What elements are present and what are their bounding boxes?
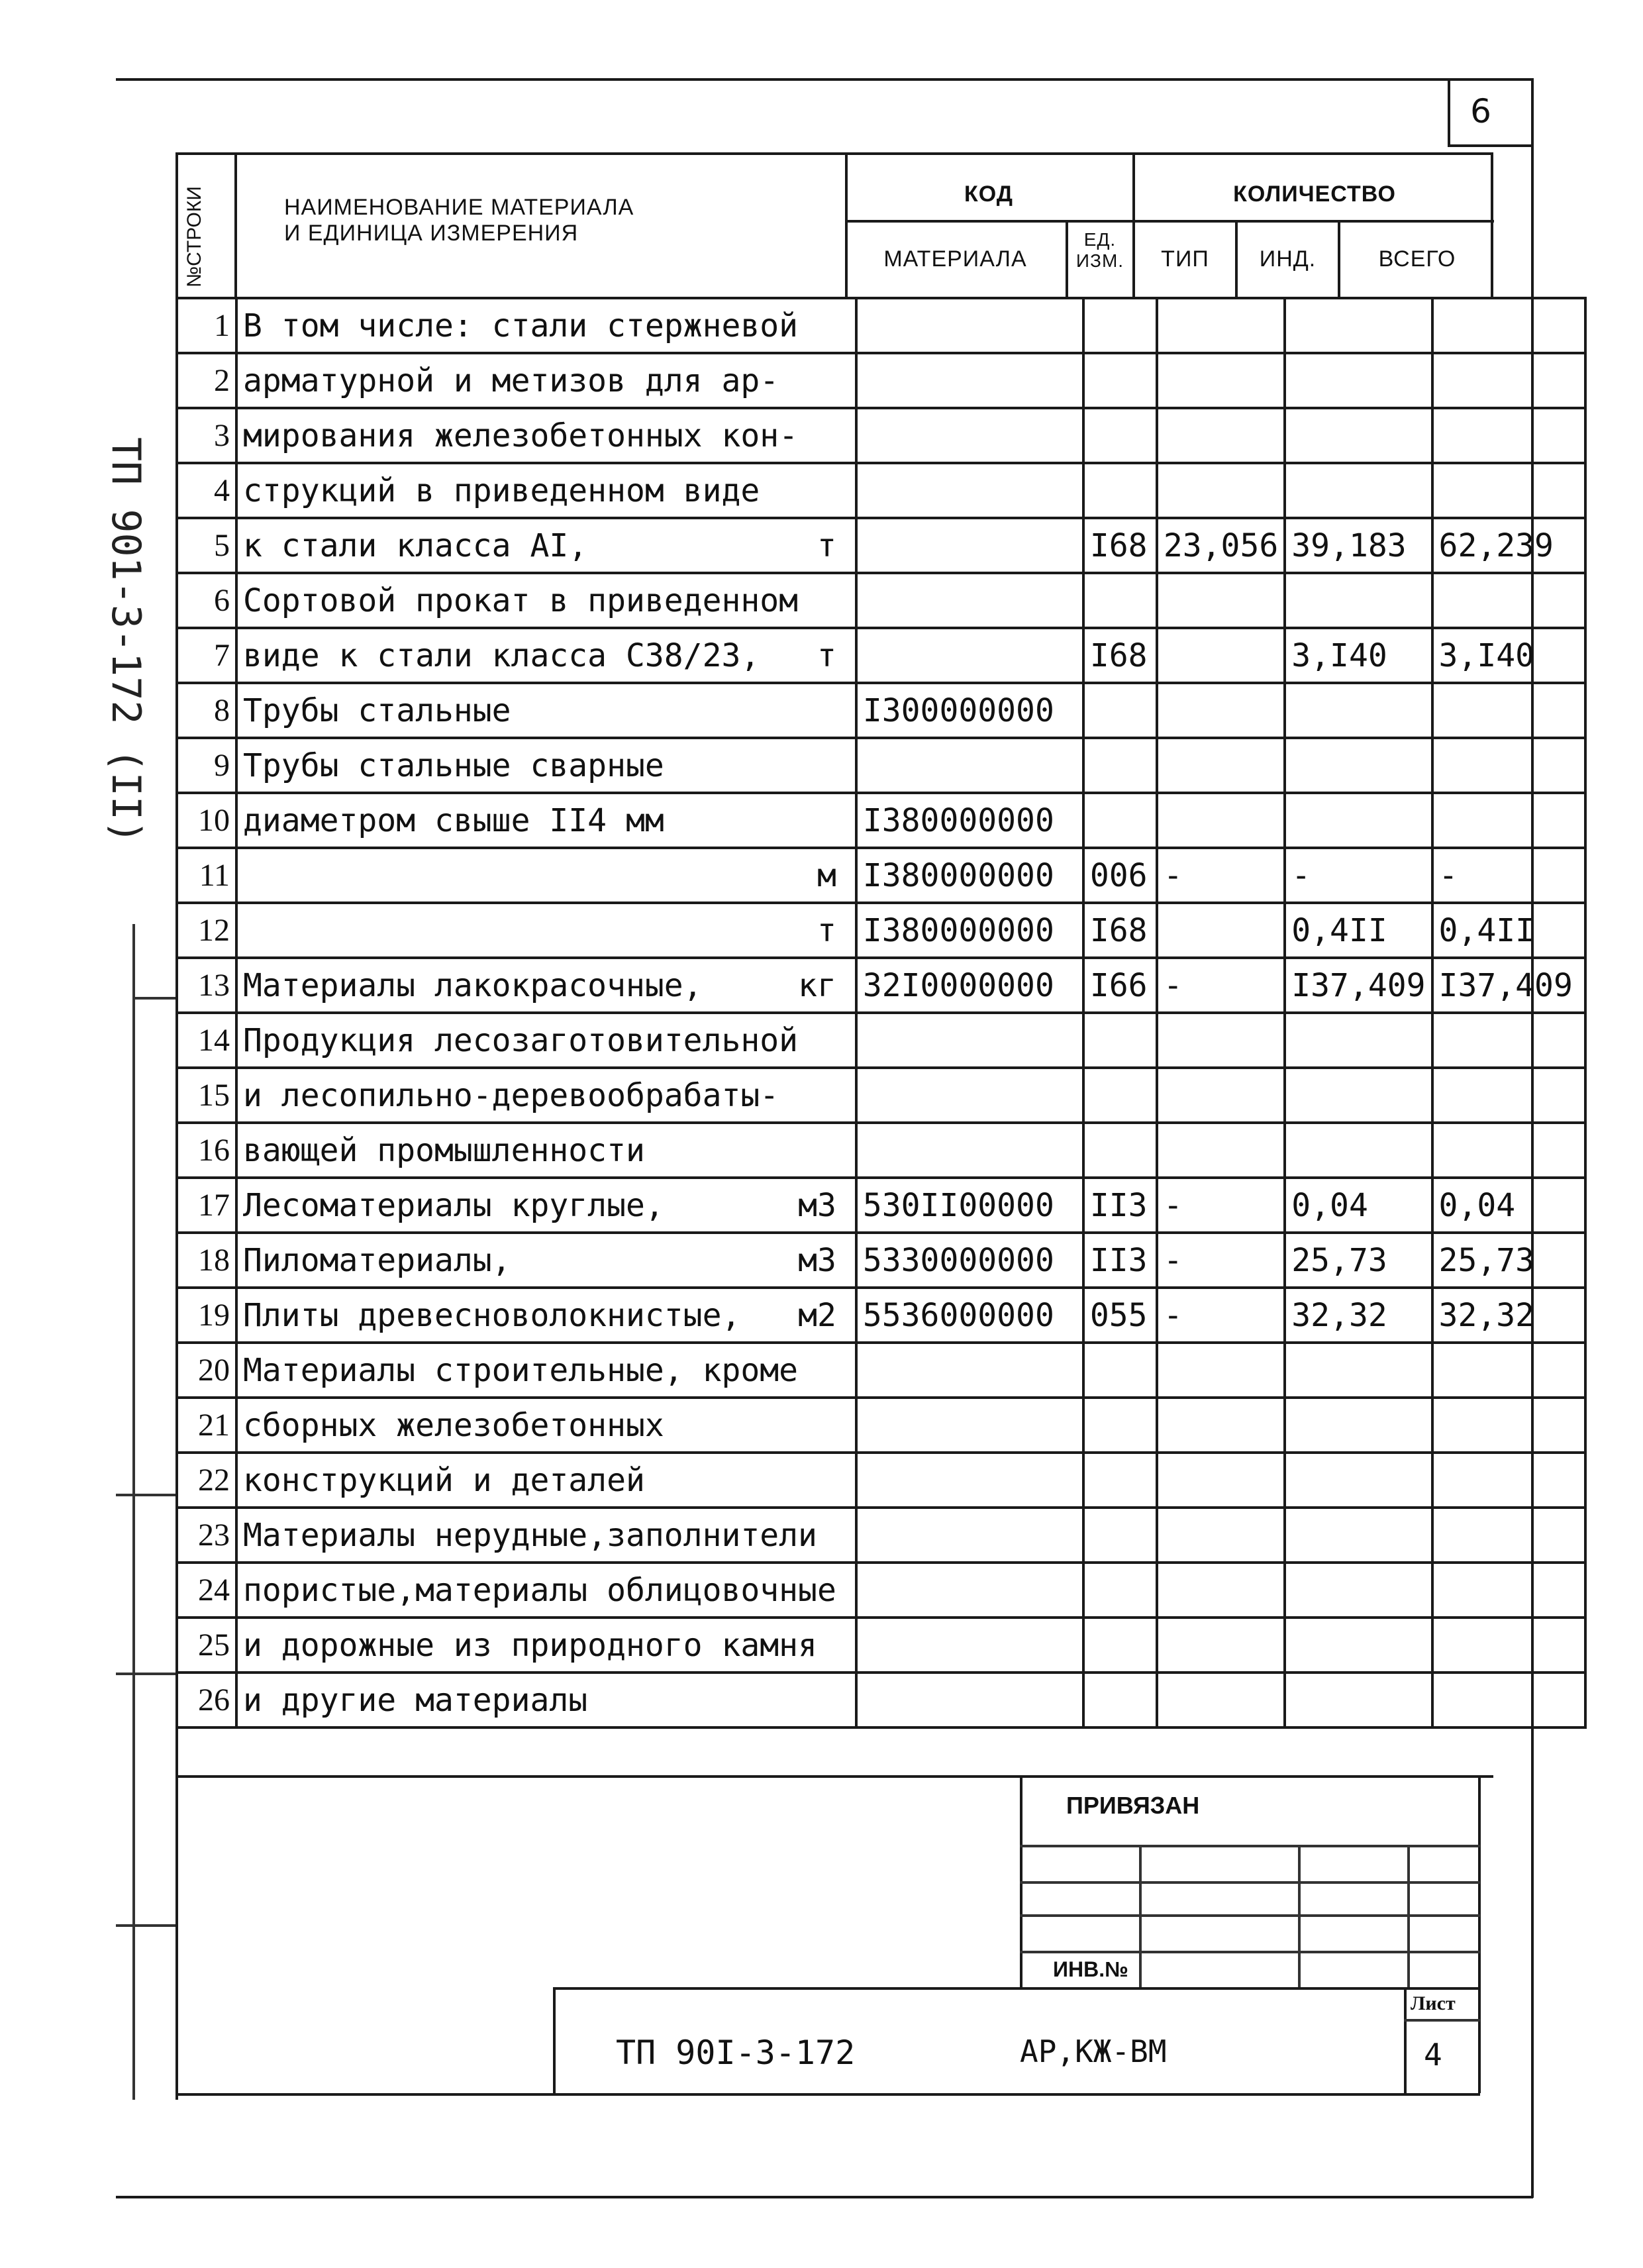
material-name-text: струкций в приведенном виде xyxy=(243,472,760,509)
sheet-value: 4 xyxy=(1424,2037,1442,2073)
material-name xyxy=(236,1343,856,1398)
table-row xyxy=(177,1398,1585,1453)
material-unit-label: м xyxy=(817,856,836,894)
material-name-text: и лесопильно-деревообрабаты- xyxy=(243,1076,779,1114)
material-name-text: вающей промышленности xyxy=(243,1131,645,1169)
unit-code xyxy=(1083,1068,1157,1123)
material-code: 32I0000000 xyxy=(856,958,1083,1013)
qty-total xyxy=(1432,1398,1585,1453)
qty-typ: - xyxy=(1157,848,1285,903)
unit-code xyxy=(1083,738,1157,793)
row-number: 17 xyxy=(177,1178,236,1233)
qty-typ xyxy=(1157,683,1285,738)
table-row xyxy=(177,1453,1585,1508)
qty-ind xyxy=(1285,353,1432,408)
material-name-text: и дорожные из природного камня xyxy=(243,1626,817,1664)
material-name xyxy=(236,1618,856,1673)
qty-total xyxy=(1432,573,1585,628)
material-unit-label xyxy=(836,472,850,509)
unit-code xyxy=(1083,573,1157,628)
table-row xyxy=(177,738,1585,793)
qty-typ xyxy=(1157,1508,1285,1563)
bound-row-line-4 xyxy=(1020,1951,1480,1953)
qty-ind xyxy=(1285,1508,1432,1563)
qty-ind: 32,32 xyxy=(1285,1288,1432,1343)
unit-code xyxy=(1083,298,1157,353)
material-unit-label: т xyxy=(817,527,836,564)
material-unit-label xyxy=(836,1022,850,1059)
qty-ind: 39,183 xyxy=(1285,518,1432,573)
qty-typ xyxy=(1157,408,1285,463)
table-row xyxy=(177,848,1585,903)
qty-ind xyxy=(1285,1068,1432,1123)
material-name xyxy=(236,903,856,958)
qty-typ xyxy=(1157,628,1285,683)
material-unit-label xyxy=(836,1077,850,1114)
material-name-text: сборных железобетонных xyxy=(243,1406,664,1444)
material-name xyxy=(236,573,856,628)
material-name xyxy=(236,1673,856,1727)
material-name-text: Продукция лесозаготовительной xyxy=(243,1021,799,1059)
unit-code: I66 xyxy=(1083,958,1157,1013)
qty-typ: - xyxy=(1157,1233,1285,1288)
table-row xyxy=(177,628,1585,683)
qty-typ xyxy=(1157,1013,1285,1068)
title-block-sheet-divider xyxy=(1404,1987,1407,2093)
qty-total xyxy=(1432,1618,1585,1673)
material-unit-label xyxy=(836,1407,850,1444)
qty-ind xyxy=(1285,1343,1432,1398)
row-number: 9 xyxy=(177,738,236,793)
frame-top-line xyxy=(116,78,1533,81)
qty-total xyxy=(1432,463,1585,518)
material-name xyxy=(236,298,856,353)
unit-code: I68 xyxy=(1083,518,1157,573)
material-code xyxy=(856,298,1083,353)
material-code xyxy=(856,628,1083,683)
material-name-text: конструкций и деталей xyxy=(243,1461,645,1499)
bound-row-line-1 xyxy=(1020,1845,1480,1847)
bound-row-line-3 xyxy=(1020,1914,1480,1917)
material-name-text: и другие материалы xyxy=(243,1681,588,1719)
row-number: 7 xyxy=(177,628,236,683)
material-code xyxy=(856,408,1083,463)
header-qty-ind: ИНД. xyxy=(1259,246,1317,272)
qty-total xyxy=(1432,1068,1585,1123)
bound-col-line-3 xyxy=(1407,1845,1410,1987)
qty-total: - xyxy=(1432,848,1585,903)
unit-code: I68 xyxy=(1083,903,1157,958)
sheet-label: Лист xyxy=(1411,1992,1456,2014)
qty-ind xyxy=(1285,738,1432,793)
qty-total xyxy=(1432,353,1585,408)
row-number: 4 xyxy=(177,463,236,518)
row-number: 24 xyxy=(177,1563,236,1618)
qty-total: I37,409 xyxy=(1432,958,1585,1013)
qty-ind xyxy=(1285,298,1432,353)
material-code xyxy=(856,463,1083,518)
material-name-text: Трубы стальные сварные xyxy=(243,747,664,784)
qty-total xyxy=(1432,298,1585,353)
qty-typ xyxy=(1157,573,1285,628)
material-code xyxy=(856,1068,1083,1123)
material-code: I300000000 xyxy=(856,683,1083,738)
qty-ind xyxy=(1285,463,1432,518)
material-name-text: Пиломатериалы, xyxy=(243,1241,511,1279)
unit-code xyxy=(1083,683,1157,738)
inv-label: ИНВ.№ xyxy=(1053,1957,1128,1981)
row-number: 6 xyxy=(177,573,236,628)
material-unit-label xyxy=(836,1132,850,1169)
qty-ind xyxy=(1285,1123,1432,1178)
material-code xyxy=(856,1123,1083,1178)
row-number: 1 xyxy=(177,298,236,353)
material-name xyxy=(236,1508,856,1563)
unit-code xyxy=(1083,1343,1157,1398)
qty-ind xyxy=(1285,573,1432,628)
qty-ind xyxy=(1285,1618,1432,1673)
document-code: ТП 90I-3-172 xyxy=(616,2034,856,2072)
title-block-left xyxy=(553,1987,556,2093)
qty-typ: - xyxy=(1157,1178,1285,1233)
material-name xyxy=(236,1068,856,1123)
material-code xyxy=(856,1618,1083,1673)
binding-strip-line-1 xyxy=(132,924,135,2100)
qty-ind xyxy=(1285,408,1432,463)
material-unit-label xyxy=(836,802,850,839)
qty-ind: 25,73 xyxy=(1285,1233,1432,1288)
material-code xyxy=(856,1563,1083,1618)
material-code: 5330000000 xyxy=(856,1233,1083,1288)
row-number: 23 xyxy=(177,1508,236,1563)
material-name-text: арматурной и метизов для ар- xyxy=(243,362,779,399)
material-unit-label xyxy=(836,1627,850,1664)
material-code xyxy=(856,518,1083,573)
qty-ind xyxy=(1285,1013,1432,1068)
material-name xyxy=(236,1453,856,1508)
material-code: I380000000 xyxy=(856,793,1083,848)
qty-total: 0,04 xyxy=(1432,1178,1585,1233)
material-unit-label xyxy=(836,747,850,784)
material-name xyxy=(236,793,856,848)
row-number: 3 xyxy=(177,408,236,463)
qty-total xyxy=(1432,408,1585,463)
qty-total xyxy=(1432,1013,1585,1068)
qty-ind: 3,I40 xyxy=(1285,628,1432,683)
material-name xyxy=(236,683,856,738)
material-name xyxy=(236,518,856,573)
qty-total: 62,239 xyxy=(1432,518,1585,573)
qty-typ xyxy=(1157,463,1285,518)
bound-row-line-2 xyxy=(1020,1881,1480,1884)
qty-total xyxy=(1432,1343,1585,1398)
material-unit-label xyxy=(836,1462,850,1499)
qty-ind xyxy=(1285,1673,1432,1727)
sheet-number: 6 xyxy=(1470,92,1491,130)
header-code-group: КОД xyxy=(964,181,1013,207)
binding-strip-h1 xyxy=(132,997,175,1000)
material-unit-label xyxy=(836,307,850,344)
row-number: 8 xyxy=(177,683,236,738)
row-number: 10 xyxy=(177,793,236,848)
row-number: 21 xyxy=(177,1398,236,1453)
row-number: 16 xyxy=(177,1123,236,1178)
table-row xyxy=(177,958,1585,1013)
qty-total xyxy=(1432,738,1585,793)
material-unit-label: кг xyxy=(798,966,836,1004)
material-unit-label xyxy=(836,1517,850,1554)
material-code xyxy=(856,1343,1083,1398)
material-unit-label xyxy=(836,1352,850,1389)
material-name xyxy=(236,1178,856,1233)
qty-total: 3,I40 xyxy=(1432,628,1585,683)
material-name xyxy=(236,738,856,793)
material-name-text: Лесоматериалы круглые, xyxy=(243,1186,664,1224)
header-code-unit: ЕД. ИЗМ. xyxy=(1075,229,1124,271)
row-number: 18 xyxy=(177,1233,236,1288)
material-unit-label xyxy=(836,1682,850,1719)
qty-total: 25,73 xyxy=(1432,1233,1585,1288)
row-number: 2 xyxy=(177,353,236,408)
row-number: 5 xyxy=(177,518,236,573)
unit-code: 055 xyxy=(1083,1288,1157,1343)
unit-code xyxy=(1083,1123,1157,1178)
qty-typ: - xyxy=(1157,958,1285,1013)
unit-code: I68 xyxy=(1083,628,1157,683)
material-code: I380000000 xyxy=(856,903,1083,958)
material-name xyxy=(236,628,856,683)
table-row xyxy=(177,1178,1585,1233)
table-row xyxy=(177,1343,1585,1398)
qty-total xyxy=(1432,1673,1585,1727)
qty-typ xyxy=(1157,738,1285,793)
material-unit-label: т xyxy=(817,911,836,949)
unit-code xyxy=(1083,1398,1157,1453)
qty-total: 0,4II xyxy=(1432,903,1585,958)
table-row xyxy=(177,683,1585,738)
row-number: 11 xyxy=(177,848,236,903)
material-unit-label: м3 xyxy=(798,1186,836,1224)
table-row xyxy=(177,1013,1585,1068)
qty-total xyxy=(1432,1563,1585,1618)
material-name xyxy=(236,1123,856,1178)
side-document-code: ТП 901-3-172 (II) xyxy=(103,437,149,845)
table-row xyxy=(177,1673,1585,1727)
row-number: 20 xyxy=(177,1343,236,1398)
title-block-top xyxy=(553,1987,1480,1990)
material-name-text: В том числе: стали стержневой xyxy=(243,307,799,344)
material-code: I380000000 xyxy=(856,848,1083,903)
document-mark: АР,КЖ-ВМ xyxy=(1020,2034,1167,2069)
qty-total xyxy=(1432,1453,1585,1508)
table-row xyxy=(177,298,1585,353)
material-name xyxy=(236,958,856,1013)
qty-typ xyxy=(1157,1068,1285,1123)
material-name-text: мирования железобетонных кон- xyxy=(243,417,799,454)
material-code xyxy=(856,1673,1083,1727)
material-name xyxy=(236,1563,856,1618)
material-code xyxy=(856,738,1083,793)
frame-bottom-line xyxy=(116,2196,1533,2198)
qty-total xyxy=(1432,1508,1585,1563)
material-name-text: Трубы стальные xyxy=(243,692,511,729)
material-name-text: Материалы лакокрасочные, xyxy=(243,966,703,1004)
table-row xyxy=(177,1288,1585,1343)
row-number: 13 xyxy=(177,958,236,1013)
material-name xyxy=(236,353,856,408)
material-code xyxy=(856,353,1083,408)
unit-code xyxy=(1083,1013,1157,1068)
table-row xyxy=(177,1068,1585,1123)
binding-strip-h4 xyxy=(116,1924,175,1927)
row-number: 15 xyxy=(177,1068,236,1123)
material-name-text: Материалы нерудные,заполнители xyxy=(243,1516,817,1554)
material-unit-label: м2 xyxy=(798,1296,836,1334)
qty-total xyxy=(1432,683,1585,738)
material-name xyxy=(236,408,856,463)
material-name xyxy=(236,848,856,903)
material-code: 530II00000 xyxy=(856,1178,1083,1233)
qty-typ xyxy=(1157,1398,1285,1453)
qty-typ: - xyxy=(1157,1288,1285,1343)
table-row xyxy=(177,353,1585,408)
qty-typ xyxy=(1157,1618,1285,1673)
qty-ind xyxy=(1285,793,1432,848)
table-row xyxy=(177,793,1585,848)
table-row xyxy=(177,1123,1585,1178)
unit-code xyxy=(1083,463,1157,518)
qty-ind xyxy=(1285,683,1432,738)
header-qty-total: ВСЕГО xyxy=(1378,246,1456,272)
unit-code xyxy=(1083,1563,1157,1618)
material-code xyxy=(856,1013,1083,1068)
stamp-right-border xyxy=(1478,1775,1481,2093)
header-row-number: №СТРОКИ xyxy=(183,186,205,287)
unit-code xyxy=(1083,1453,1157,1508)
row-number: 22 xyxy=(177,1453,236,1508)
stamp-bottom-line xyxy=(175,2093,1480,2096)
bound-col-line-2 xyxy=(1298,1845,1301,1987)
row-number: 26 xyxy=(177,1673,236,1727)
unit-code xyxy=(1083,1508,1157,1563)
qty-total xyxy=(1432,1123,1585,1178)
binding-strip-h2 xyxy=(116,1494,175,1496)
unit-code xyxy=(1083,1618,1157,1673)
table-row xyxy=(177,903,1585,958)
qty-typ xyxy=(1157,903,1285,958)
qty-typ xyxy=(1157,1673,1285,1727)
unit-code xyxy=(1083,353,1157,408)
material-name-text: виде к стали класса С38/23, xyxy=(243,637,760,674)
qty-typ: 23,056 xyxy=(1157,518,1285,573)
unit-code: II3 xyxy=(1083,1178,1157,1233)
table-header xyxy=(175,152,1493,297)
material-unit-label xyxy=(836,362,850,399)
header-material-name: НАИМЕНОВАНИЕ МАТЕРИАЛА И ЕДИНИЦА ИЗМЕРЕНИЯ xyxy=(284,195,634,246)
unit-code xyxy=(1083,408,1157,463)
table-row xyxy=(177,573,1585,628)
header-code-material: МАТЕРИАЛА xyxy=(883,246,1027,272)
material-name xyxy=(236,1288,856,1343)
material-name-text: Материалы строительные, кроме xyxy=(243,1351,799,1389)
materials-table xyxy=(175,297,1587,1729)
qty-typ xyxy=(1157,1563,1285,1618)
material-name-text: Сортовой прокат в приведенном xyxy=(243,582,799,619)
qty-ind: 0,4II xyxy=(1285,903,1432,958)
material-code xyxy=(856,1508,1083,1563)
material-unit-label xyxy=(836,417,850,454)
row-number: 25 xyxy=(177,1618,236,1673)
table-row xyxy=(177,518,1585,573)
qty-total xyxy=(1432,793,1585,848)
qty-ind xyxy=(1285,1453,1432,1508)
unit-code: II3 xyxy=(1083,1233,1157,1288)
unit-code xyxy=(1083,1673,1157,1727)
unit-code xyxy=(1083,793,1157,848)
material-code xyxy=(856,573,1083,628)
material-unit-label xyxy=(836,692,850,729)
qty-typ xyxy=(1157,298,1285,353)
qty-ind xyxy=(1285,1398,1432,1453)
qty-total: 32,32 xyxy=(1432,1288,1585,1343)
material-name-text: к стали класса АI, xyxy=(243,527,588,564)
material-code: 5536000000 xyxy=(856,1288,1083,1343)
header-qty-typ: ТИП xyxy=(1161,246,1209,272)
material-name-text: пористые,материалы облицовочные xyxy=(243,1571,836,1609)
material-code xyxy=(856,1453,1083,1508)
header-qty-group: КОЛИЧЕСТВО xyxy=(1233,181,1396,207)
unit-code: 006 xyxy=(1083,848,1157,903)
material-name-text: Плиты древесноволокнистые, xyxy=(243,1296,741,1334)
material-name xyxy=(236,1233,856,1288)
material-unit-label: т xyxy=(817,637,836,674)
bound-col-line-1 xyxy=(1139,1845,1142,1987)
qty-typ xyxy=(1157,1343,1285,1398)
qty-typ xyxy=(1157,793,1285,848)
material-name xyxy=(236,1013,856,1068)
material-name xyxy=(236,463,856,518)
sheet-number-box-bottom xyxy=(1448,144,1532,147)
qty-ind: I37,409 xyxy=(1285,958,1432,1013)
table-row xyxy=(177,463,1585,518)
table-row xyxy=(177,1233,1585,1288)
row-number: 19 xyxy=(177,1288,236,1343)
material-name xyxy=(236,1398,856,1453)
table-row xyxy=(177,1563,1585,1618)
qty-typ xyxy=(1157,1123,1285,1178)
title-block-sheet-label-line xyxy=(1404,2019,1480,2022)
bound-label: ПРИВЯЗАН xyxy=(1066,1792,1200,1819)
table-row xyxy=(177,1618,1585,1673)
stamp-top-line xyxy=(175,1775,1493,1778)
material-name-text: диаметром свыше II4 мм xyxy=(243,801,664,839)
qty-typ xyxy=(1157,1453,1285,1508)
material-unit-label: м3 xyxy=(798,1241,836,1279)
qty-typ xyxy=(1157,353,1285,408)
binding-strip-h3 xyxy=(116,1673,175,1675)
qty-ind xyxy=(1285,1563,1432,1618)
table-row xyxy=(177,408,1585,463)
material-unit-label xyxy=(836,1572,850,1609)
table-row xyxy=(177,1508,1585,1563)
row-number: 14 xyxy=(177,1013,236,1068)
row-number: 12 xyxy=(177,903,236,958)
qty-ind: 0,04 xyxy=(1285,1178,1432,1233)
qty-ind: - xyxy=(1285,848,1432,903)
material-unit-label xyxy=(836,582,850,619)
material-code xyxy=(856,1398,1083,1453)
